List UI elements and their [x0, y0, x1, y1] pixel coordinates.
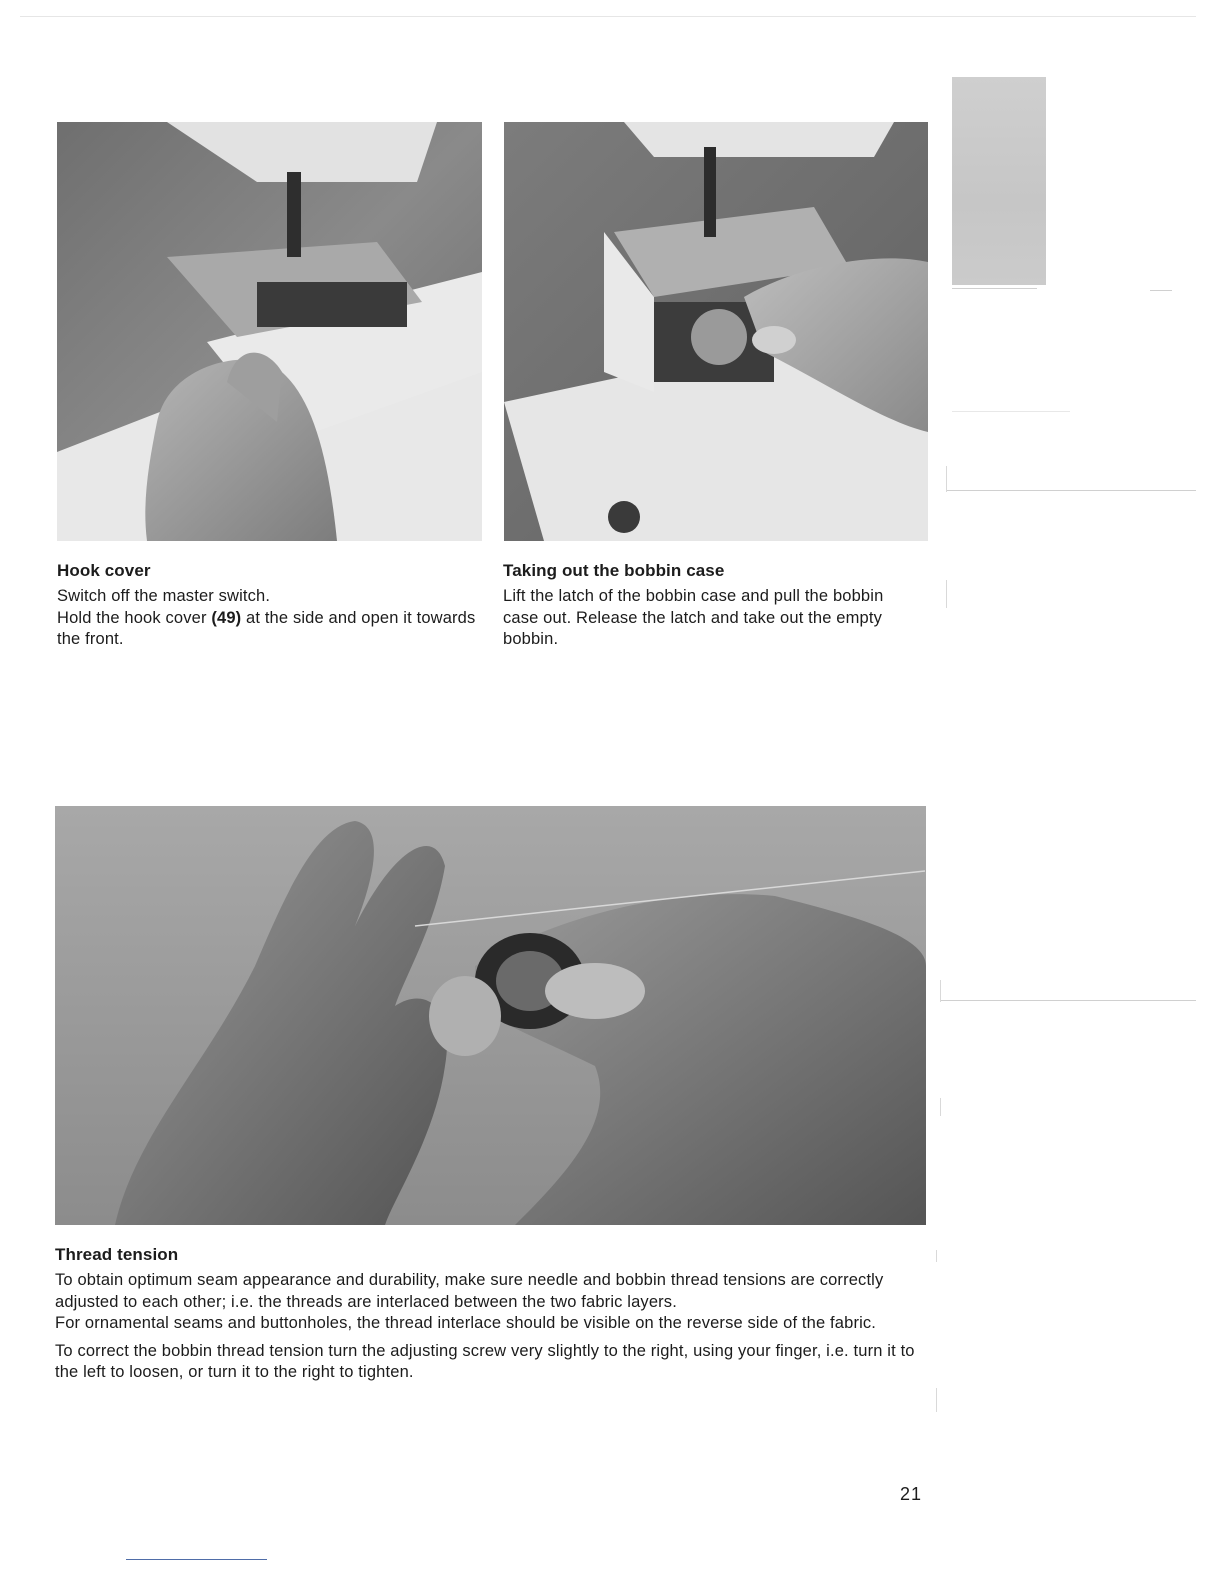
chapter-side-tab: [952, 77, 1046, 285]
hook-cover-line1: Switch off the master switch.: [57, 587, 271, 605]
thread-tension-section: [55, 1245, 927, 1384]
bobbin-case-photo: [504, 122, 928, 541]
margin-tick: [940, 980, 941, 1002]
margin-rule: [952, 288, 1037, 289]
thread-tension-title: Thread tension: [55, 1245, 179, 1264]
thread-tension-para2: For ornamental seams and buttonholes, the thread interlace should be visible on the reverse side of the fabric.: [55, 1314, 877, 1332]
hook-cover-section: [57, 561, 482, 651]
hook-cover-text: Hold the hook cover: [57, 608, 212, 627]
thread-tension-para3: To correct the bobbin thread tension turn the adjusting screw very slightly to the right, using your finger, i.e. turn it to the left to loosen, or turn it to the right to tighten.: [55, 1341, 915, 1381]
bobbin-case-title: Taking out the bobbin case: [503, 561, 725, 580]
margin-rule: [940, 1000, 1196, 1001]
bobbin-case-text: Lift the latch of the bobbin case and pull the bobbin case out. Release the latch and take out the empty bobbin.: [503, 587, 884, 648]
hook-cover-text: at the side and open it towards the front.: [57, 608, 476, 648]
margin-tick: [946, 466, 947, 492]
bottom-rule: [126, 1559, 267, 1560]
part-reference-49: (49): [211, 608, 242, 627]
thread-tension-photo: [55, 806, 926, 1225]
bobbin-case-section: [503, 561, 913, 651]
margin-tick: [946, 580, 947, 608]
page-number: 21: [900, 1484, 923, 1504]
top-rule: [20, 16, 1196, 17]
hook-cover-line2: [57, 608, 482, 651]
margin-tick: [936, 1388, 937, 1412]
thread-tension-para1: To obtain optimum seam appearance and durability, make sure needle and bobbin thread tensions are correctly adjusted to each other; i.e. the threads are interlaced between the two fabric layers.: [55, 1271, 884, 1311]
margin-rule: [1150, 290, 1172, 291]
margin-rule: [946, 490, 1196, 491]
hook-cover-photo: [57, 122, 482, 541]
margin-tick: [940, 1098, 941, 1116]
margin-rule: [952, 411, 1070, 412]
hook-cover-title: Hook cover: [57, 561, 151, 580]
margin-tick: [936, 1250, 937, 1262]
